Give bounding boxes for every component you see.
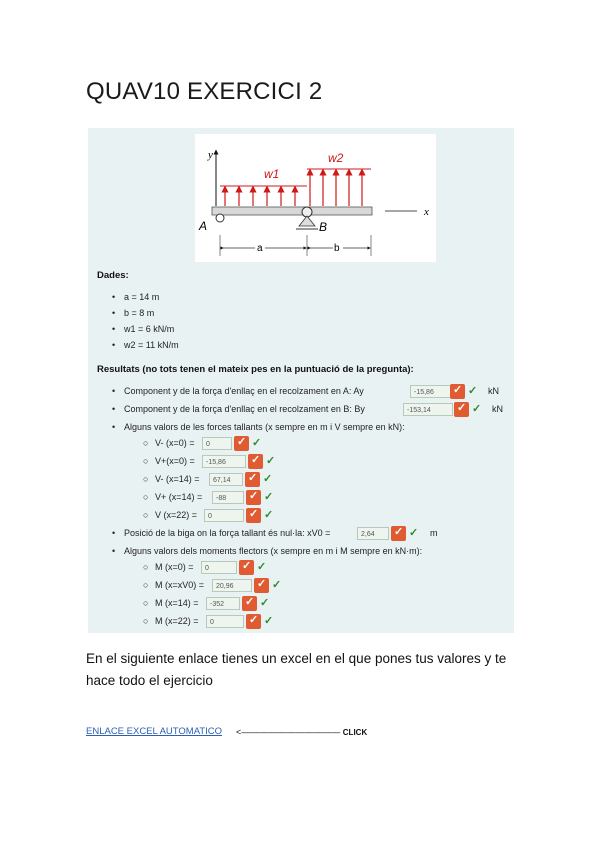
- moment-correct-icon-1: ✓: [254, 578, 269, 593]
- shear-correct-icon-2: ✓: [245, 472, 260, 487]
- dim-b-label: b: [334, 243, 340, 254]
- shear-check-icon-3: ✓: [264, 491, 274, 503]
- shear-label-4: V (x=22) =: [155, 510, 198, 520]
- shear-check-icon-2: ✓: [263, 473, 273, 485]
- by-check-icon: ✓: [472, 403, 482, 415]
- shear-check-icon-0: ✓: [252, 437, 262, 449]
- point-a-label: A: [199, 219, 208, 233]
- moment-check-icon-0: ✓: [257, 561, 267, 573]
- description-paragraph: En el siguiente enlace tienes un excel en el que pones tus valores y te hace todo el ejercicio: [86, 651, 507, 688]
- moment-check-icon-2: ✓: [260, 597, 270, 609]
- moment-input-3[interactable]: 0: [206, 615, 244, 628]
- resultats-heading: Resultats (no tots tenen el mateix pes en la puntuació de la pregunta):: [97, 364, 414, 375]
- ay-check-icon: ✓: [468, 385, 478, 397]
- shear-correct-icon-1: ✓: [248, 454, 263, 469]
- by-label: Component y de la força d'enllaç en el recolzament en B: By: [124, 404, 365, 414]
- x0-unit: m: [430, 528, 438, 538]
- excel-link[interactable]: ENLACE EXCEL AUTOMATICO: [86, 726, 223, 737]
- shear-check-icon-1: ✓: [266, 455, 276, 467]
- moment-check-icon-1: ✓: [272, 579, 282, 591]
- moment-label-3: M (x=22) =: [155, 616, 199, 626]
- ay-label: Component y de la força d'enllaç en el recolzament en A: Ay: [124, 386, 364, 396]
- moment-input-1[interactable]: 20,96: [212, 579, 252, 592]
- x-axis-label: x: [424, 206, 429, 218]
- moment-check-icon-3: ✓: [264, 615, 274, 627]
- shear-input-4[interactable]: 0: [204, 509, 244, 522]
- x0-check-icon: ✓: [409, 527, 419, 539]
- load-w2-arrows: [310, 172, 362, 206]
- load-w1-label: w1: [264, 167, 280, 181]
- point-b-label: B: [319, 220, 328, 234]
- moment-label-2: M (x=14) =: [155, 598, 199, 608]
- shear-label-0: V- (x=0) =: [155, 438, 195, 448]
- shear-input-1[interactable]: -15,86: [202, 455, 246, 468]
- by-input[interactable]: -153,14: [403, 403, 453, 416]
- shear-label-1: V+(x=0) =: [155, 456, 195, 466]
- support-a: [216, 214, 224, 222]
- shear-input-0[interactable]: 0: [202, 437, 232, 450]
- click-label: CLICK: [342, 728, 368, 737]
- x0-label: Posició de la biga on la força tallant és nul·la: xV0 =: [124, 528, 331, 538]
- y-axis-label: y: [208, 149, 213, 161]
- load-w1-arrows: [225, 189, 295, 206]
- moment-label-0: M (x=0) =: [155, 562, 194, 572]
- moment-label-1: M (x=xV0) =: [155, 580, 205, 590]
- shear-input-2[interactable]: 67,14: [209, 473, 243, 486]
- ay-unit: kN: [488, 386, 499, 396]
- shear-label-3: V+ (x=14) =: [155, 492, 203, 502]
- x0-input[interactable]: 2,64: [357, 527, 389, 540]
- dades-item-w2: w2 = 11 kN/m: [124, 340, 179, 350]
- load-w2-label: w2: [328, 151, 344, 165]
- page-title: QUAV10 EXERCICI 2: [86, 78, 323, 105]
- shear-check-icon-4: ✓: [264, 509, 274, 521]
- moment-correct-icon-3: ✓: [246, 614, 261, 629]
- arrow-glyph: <———————————: [236, 727, 341, 737]
- beam: [212, 207, 372, 215]
- dades-item-b: b = 8 m: [124, 308, 155, 318]
- ay-correct-icon: ✓: [450, 384, 465, 399]
- dades-item-a: a = 14 m: [124, 292, 160, 302]
- moment-correct-icon-2: ✓: [242, 596, 257, 611]
- moment-input-2[interactable]: -352: [206, 597, 240, 610]
- moment-correct-icon-0: ✓: [239, 560, 254, 575]
- ay-input[interactable]: -15,86: [410, 385, 464, 398]
- click-arrow: [236, 727, 367, 737]
- shear-heading: Alguns valors de les forces tallants (x sempre en m i V sempre en kN):: [124, 422, 405, 432]
- dim-a-label: a: [257, 243, 263, 254]
- by-unit: kN: [492, 404, 503, 414]
- shear-correct-icon-4: ✓: [246, 508, 261, 523]
- beam-diagram-svg: [195, 134, 436, 262]
- moment-heading: Alguns valors dels moments flectors (x sempre en m i M sempre en kN·m):: [124, 546, 423, 556]
- dades-item-w1: w1 = 6 kN/m: [124, 324, 175, 334]
- moment-input-0[interactable]: 0: [201, 561, 237, 574]
- beam-diagram: [195, 134, 436, 262]
- shear-correct-icon-0: ✓: [234, 436, 249, 451]
- shear-input-3[interactable]: -88: [212, 491, 244, 504]
- x0-correct-icon: ✓: [391, 526, 406, 541]
- shear-label-2: V- (x=14) =: [155, 474, 200, 484]
- dades-heading: Dades:: [97, 270, 129, 281]
- shear-correct-icon-3: ✓: [246, 490, 261, 505]
- by-correct-icon: ✓: [454, 402, 469, 417]
